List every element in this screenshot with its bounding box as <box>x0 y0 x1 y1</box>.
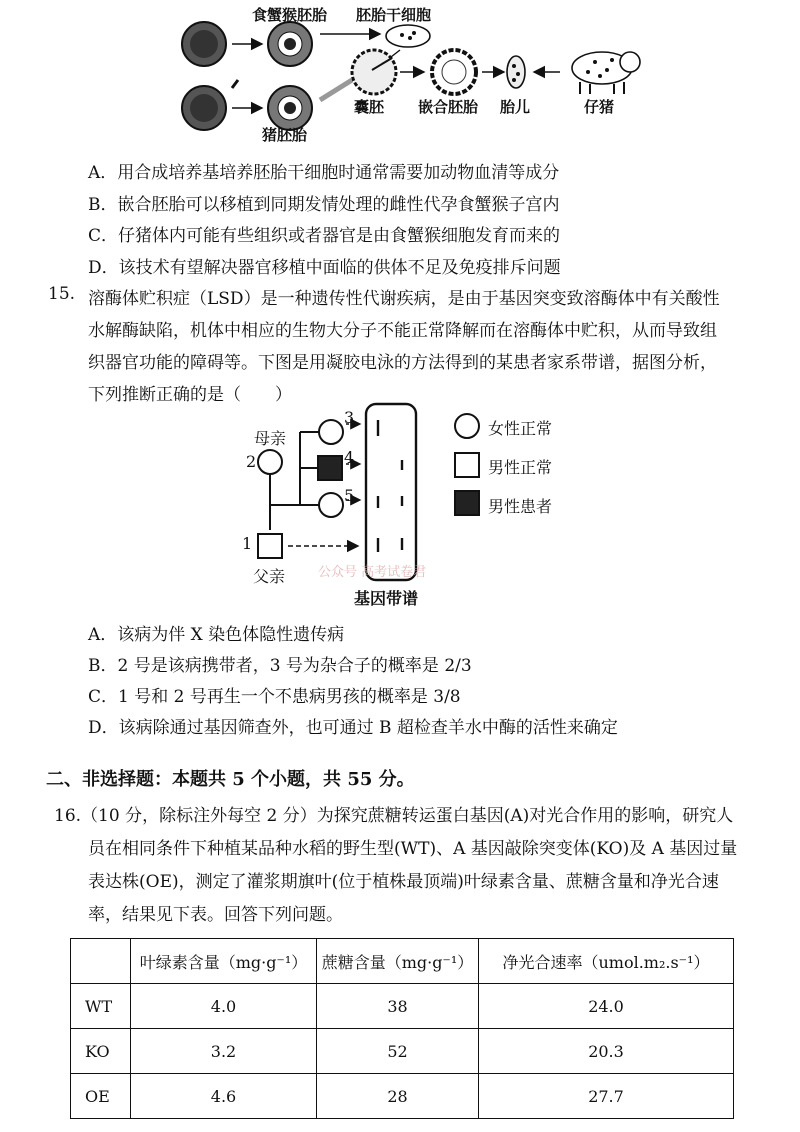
label-n3: 3 <box>344 408 355 427</box>
q16-text-line: 表达株(OE)，测定了灌浆期旗叶(位于植株最顶端)叶绿素含量、蔗糖含量和净光合速 <box>88 872 719 892</box>
table-row <box>71 984 734 1029</box>
table-header-row <box>71 939 734 984</box>
individual-4-affected-male <box>318 456 342 480</box>
table-header-cell: 蔗糖含量（mg·g⁻¹） <box>317 939 479 984</box>
label-chimera-embryo: 嵌合胚胎 <box>418 98 479 116</box>
q15-option-c: C．1 号和 2 号再生一个不患病男孩的概率是 3/8 <box>88 687 461 707</box>
legend-male-normal-symbol <box>455 453 479 477</box>
table-cell: 4.6 <box>131 1074 317 1119</box>
table-cell: WT <box>71 984 131 1029</box>
legend-male-affected-symbol <box>455 491 479 515</box>
table-cell: OE <box>71 1074 131 1119</box>
gel-title: 基因带谱 <box>354 589 419 608</box>
q15-text-line: 水解酶缺陷，机体中相应的生物大分子不能正常降解而在溶酶体中贮积，从而导致组 <box>88 321 717 341</box>
label-n2: 2 <box>246 452 257 471</box>
q16-text-line: 率，结果见下表。回答下列问题。 <box>88 905 343 925</box>
q15-number: 15. <box>48 284 76 304</box>
q14-option-b: B．嵌合胚胎可以移植到同期发情处理的雌性代孕食蟹猴子宫内 <box>88 195 560 215</box>
label-n1: 1 <box>242 534 253 553</box>
q15-text-line: 织器官功能的障碍等。下图是用凝胶电泳的方法得到的某患者家系带谱，据图分析， <box>88 353 717 373</box>
table-row <box>71 1029 734 1074</box>
label-n5: 5 <box>344 486 355 505</box>
table-cell: 27.7 <box>479 1074 734 1119</box>
section-heading: 二、非选择题：本题共 5 个小题，共 55 分。 <box>46 769 415 790</box>
q15-option-b: B．2 号是该病携带者，3 号为杂合子的概率是 2/3 <box>88 656 472 676</box>
table-header-cell: 叶绿素含量（mg·g⁻¹） <box>131 939 317 984</box>
legend-female-normal-symbol <box>455 414 479 438</box>
individual-2-female <box>258 450 282 474</box>
table-header-cell: 净光合速率（umol.m₂.s⁻¹） <box>479 939 734 984</box>
label-father: 父亲 <box>253 567 286 586</box>
watermark: 公众号 高考试卷君 <box>318 565 427 580</box>
label-blastocyst: 囊胚 <box>354 98 385 116</box>
label-mother: 母亲 <box>254 429 287 448</box>
table-cell: 28 <box>317 1074 479 1119</box>
label-fetus: 胎儿 <box>500 98 531 116</box>
q16-text-line: 员在相同条件下种植某品种水稻的野生型(WT)、A 基因敲除突变体(KO)及 A 基因过量 <box>88 839 738 859</box>
legend-male-affected: 男性患者 <box>488 497 553 516</box>
q15-option-d: D．该病除通过基因筛查外，也可通过 B 超检查羊水中酶的活性来确定 <box>88 718 618 738</box>
legend-male-normal: 男性正常 <box>488 458 553 477</box>
q16-text-line: 16.（10 分，除标注外每空 2 分）为探究蔗糖转运蛋白基因(A)对光合作用的影响，研究人 <box>54 806 734 826</box>
label-piglet: 仔猪 <box>584 98 615 116</box>
label-stem-cell: 胚胎干细胞 <box>356 6 432 24</box>
table-cell: 4.0 <box>131 984 317 1029</box>
label-pig-embryo: 猪胚胎 <box>262 126 308 144</box>
table-cell: 20.3 <box>479 1029 734 1074</box>
table-row <box>71 1074 734 1119</box>
q14-option-a: A．用合成培养基培养胚胎干细胞时通常需要加动物血清等成分 <box>88 163 560 183</box>
table-cell: KO <box>71 1029 131 1074</box>
label-monkey-embryo: 食蟹猴胚胎 <box>252 6 328 24</box>
individual-3-female <box>319 420 343 444</box>
q14-option-d: D．该技术有望解决器官移植中面临的供体不足及免疫排斥问题 <box>88 258 561 278</box>
individual-1-male <box>258 534 282 558</box>
table-cell: 24.0 <box>479 984 734 1029</box>
legend-female-normal: 女性正常 <box>488 419 553 438</box>
table-cell: 38 <box>317 984 479 1029</box>
table-cell: 52 <box>317 1029 479 1074</box>
q15-option-a: A．该病为伴 X 染色体隐性遗传病 <box>88 625 345 645</box>
q14-option-c: C．仔猪体内可能有些组织或者器官是由食蟹猴细胞发育而来的 <box>88 226 561 246</box>
gel-strip <box>366 404 416 580</box>
q15-text-line: 下列推断正确的是（ ） <box>88 385 292 405</box>
table-header-cell <box>71 939 131 984</box>
individual-5-female <box>319 493 343 517</box>
q15-text-line: 溶酶体贮积症（LSD）是一种遗传性代谢疾病，是由于基因突变致溶酶体中有关酸性 <box>88 289 720 309</box>
results-table <box>70 938 734 1119</box>
table-cell: 3.2 <box>131 1029 317 1074</box>
label-n4: 4 <box>344 448 355 467</box>
